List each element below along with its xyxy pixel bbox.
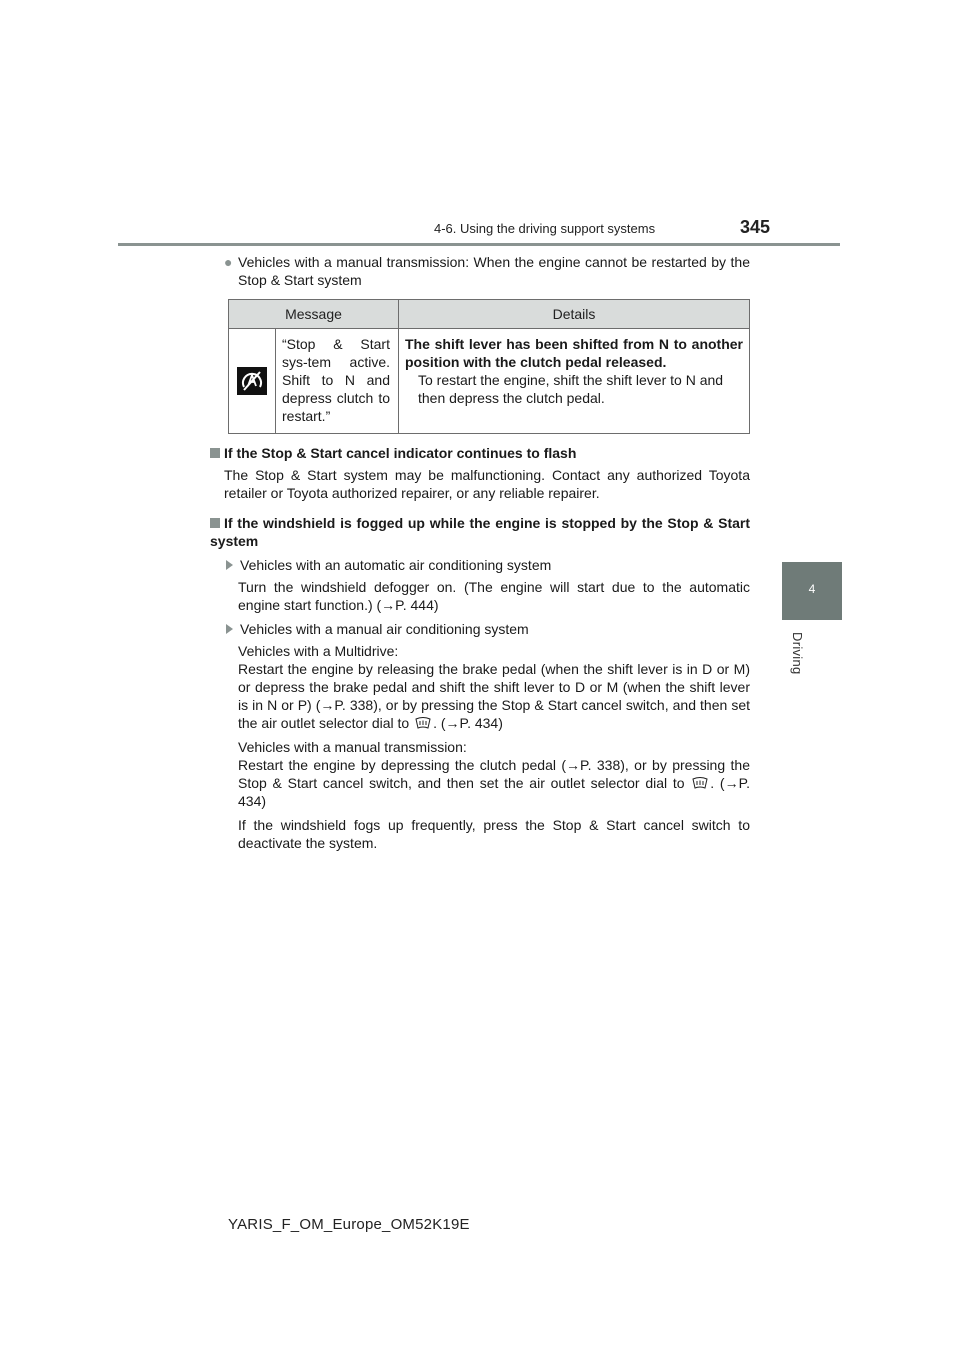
multidrive-label: Vehicles with a Multidrive: [238,643,399,659]
bullet-dot-icon: ● [224,254,233,270]
list-item-auto-ac-title: Vehicles with an automatic air conditioning system [240,557,552,573]
stop-start-indicator-icon [237,367,267,395]
list-item-manual-ac-title: Vehicles with a manual air conditioning system [240,621,529,637]
section-flash-text: The Stop & Start system may be malfunctioning. Contact any authorized Toyota retailer or Toyota authorized repairer, or any reliable repairer. [224,467,750,501]
message-table [228,299,750,434]
section-heading-flash [210,444,750,462]
list-item-auto-ac [224,556,750,574]
table-header-row [229,300,750,329]
manual-transmission-ref: . (→P. 434) [238,775,750,809]
table-header-message: Message [229,300,399,329]
details-bold-text: The shift lever has been shifted from N to another position with the clutch pedal released. [405,336,743,370]
windshield-defroster-icon [415,717,431,729]
section-heading-fog-text: If the windshield is fogged up while the engine is stopped by the Stop & Start system [210,515,750,549]
windshield-defroster-icon [692,777,708,789]
table-header-details: Details [399,300,750,329]
intro-bullet-text: Vehicles with a manual transmission: When the engine cannot be restarted by the Stop & Start system [238,254,750,288]
fog-final-text: If the windshield fogs up frequently, press the Stop & Start cancel switch to deactivate the system. [238,817,750,851]
page-number: 345 [740,217,771,237]
manual-transmission-block [224,738,750,810]
details-text: To restart the engine, shift the shift lever to N and then depress the clutch pedal. [418,372,724,406]
multidrive-block [224,642,750,732]
multidrive-ref: . (→P. 434) [433,715,503,731]
auto-ac-text: Turn the windshield defogger on. (The engine will start due to the automatic engine start function.) (→P. 444) [238,579,750,613]
square-bullet-icon [210,448,220,458]
section-heading-fog [210,514,750,550]
section-heading-flash-text: If the Stop & Start cancel indicator continues to flash [224,445,577,461]
table-row [229,329,750,434]
document-code: YARIS_F_OM_Europe_OM52K19E [228,1216,470,1233]
header-divider [118,243,840,246]
list-item-manual-ac [224,620,750,638]
manual-transmission-text: Restart the engine by depressing the clutch pedal (→P. 338), or by pressing the Stop & Start cancel switch, and then set the air outlet selector dial to [238,757,750,791]
intro-bullet [224,253,750,289]
triangle-bullet-icon [226,560,233,570]
chapter-tab [782,562,842,620]
icon-cell [229,329,276,434]
section-title: 4-6. Using the driving support systems [434,221,656,236]
message-cell: “Stop & Start sys-tem active. Shift to N and depress clutch to restart.” [276,329,399,434]
chapter-label: Driving [790,632,805,675]
triangle-bullet-icon [226,624,233,634]
square-bullet-icon [210,518,220,528]
chapter-number: 4 [808,582,816,596]
details-cell [399,329,750,434]
page-content [210,253,750,858]
manual-transmission-label: Vehicles with a manual transmission: [238,739,467,755]
multidrive-text: Restart the engine by releasing the brake pedal (when the shift lever is in D or M) or depress the brake pedal and shift the shift lever to D or M (when the shift lever is in N or P) (→P. 338), or by pressing the Stop & Start cancel switch, and then set the air outlet selector dial to [238,661,750,731]
